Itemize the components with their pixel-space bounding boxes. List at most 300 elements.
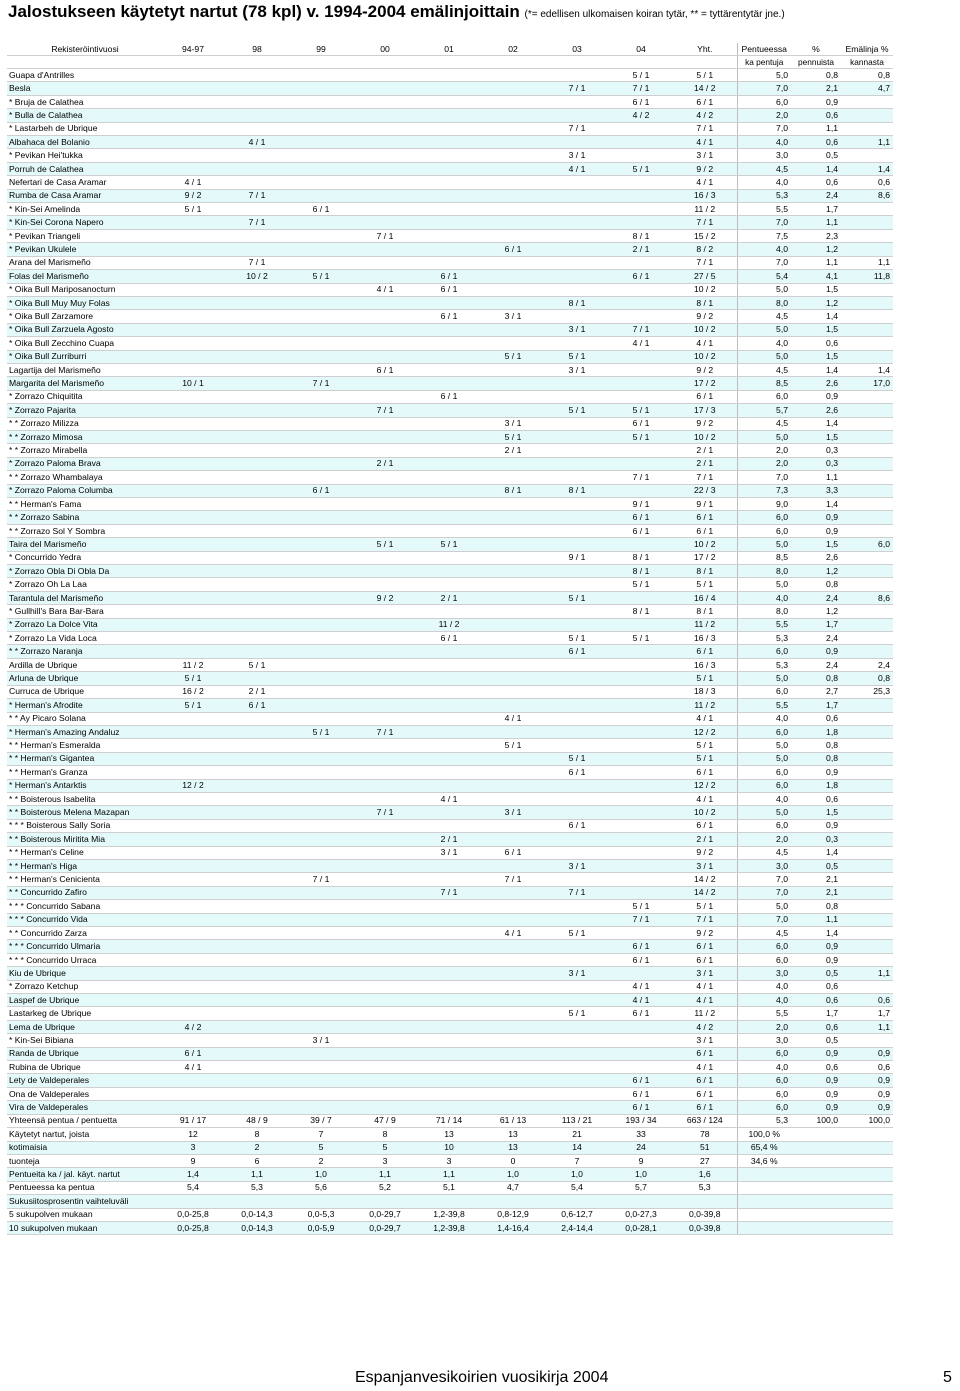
year-cell: [353, 927, 417, 940]
year-cell: 10 / 2: [673, 350, 737, 363]
dog-name: * Zorrazo La Dolce Vita: [7, 618, 161, 631]
year-cell: [417, 725, 481, 738]
pct-pups: 1,4: [791, 363, 841, 376]
line-pct: 1,1: [841, 967, 893, 980]
summary-blank: [841, 1154, 893, 1167]
summary-extra: [737, 1221, 791, 1234]
line-pct: [841, 243, 893, 256]
pct-pups: 0,5: [791, 149, 841, 162]
pct-pups: 0,8: [791, 69, 841, 82]
table-row: [7, 739, 893, 752]
year-cell: 17 / 2: [673, 551, 737, 564]
year-cell: 7 / 1: [609, 471, 673, 484]
avg-pups: 4,0: [737, 136, 791, 149]
summary-cell: 5,4: [545, 1181, 609, 1194]
pct-pups: 0,8: [791, 739, 841, 752]
avg-pups: 6,0: [737, 524, 791, 537]
pct-pups: 1,4: [791, 498, 841, 511]
year-cell: [225, 1074, 289, 1087]
year-cell: 5 / 1: [545, 632, 609, 645]
dog-name: Lema de Ubrique: [7, 1020, 161, 1033]
summary-label: kotimaisia: [7, 1141, 161, 1154]
pct-pups: 1,4: [791, 846, 841, 859]
year-cell: [545, 216, 609, 229]
year-cell: [417, 82, 481, 95]
year-cell: [225, 390, 289, 403]
pct-pups: 1,8: [791, 725, 841, 738]
year-cell: [161, 752, 225, 765]
year-cell: [161, 457, 225, 470]
summary-cell: 7: [545, 1154, 609, 1167]
pct-pups: 0,5: [791, 859, 841, 872]
pct-pups: 0,9: [791, 766, 841, 779]
pct-pups: 1,7: [791, 699, 841, 712]
avg-pups: 5,0: [737, 350, 791, 363]
year-cell: [417, 927, 481, 940]
year-cell: [545, 203, 609, 216]
total-cell: 48 / 9: [225, 1114, 289, 1127]
year-cell: [609, 390, 673, 403]
summary-cell: 1,4: [161, 1168, 225, 1181]
year-cell: 7 / 1: [673, 256, 737, 269]
year-cell: [481, 658, 545, 671]
table-row: [7, 766, 893, 779]
year-cell: [353, 980, 417, 993]
year-cell: [481, 685, 545, 698]
year-cell: [225, 498, 289, 511]
line-pct: [841, 833, 893, 846]
year-cell: [289, 149, 353, 162]
table-row: [7, 953, 893, 966]
avg-pups: 2,0: [737, 1020, 791, 1033]
year-cell: [225, 377, 289, 390]
year-cell: 3 / 1: [673, 1034, 737, 1047]
line-pct: [841, 511, 893, 524]
dog-name: Rubina de Ubrique: [7, 1061, 161, 1074]
year-cell: [417, 1061, 481, 1074]
year-cell: [161, 162, 225, 175]
year-cell: 5 / 1: [289, 725, 353, 738]
summary-cell: [417, 1195, 481, 1208]
year-cell: [225, 994, 289, 1007]
year-cell: [225, 846, 289, 859]
year-cell: [417, 162, 481, 175]
year-cell: [353, 310, 417, 323]
dog-name: * * Zorrazo Sol Y Sombra: [7, 524, 161, 537]
year-cell: [481, 229, 545, 242]
summary-blank: [791, 1195, 841, 1208]
line-pct: [841, 605, 893, 618]
line-pct: 0,6: [841, 1061, 893, 1074]
table-row: [7, 658, 893, 671]
year-cell: [353, 256, 417, 269]
summary-cell: [225, 1195, 289, 1208]
year-cell: [417, 377, 481, 390]
pct-pups: 1,5: [791, 806, 841, 819]
summary-cell: [673, 1195, 737, 1208]
year-cell: [545, 712, 609, 725]
header-pct: %: [791, 43, 841, 56]
year-cell: [481, 337, 545, 350]
year-cell: [289, 1087, 353, 1100]
table-row: [7, 1074, 893, 1087]
year-cell: [545, 565, 609, 578]
year-cell: [481, 766, 545, 779]
year-cell: [481, 457, 545, 470]
year-cell: 5 / 1: [609, 578, 673, 591]
dog-name: * * Herman's Higa: [7, 859, 161, 872]
pct-pups: 2,1: [791, 886, 841, 899]
summary-cell: 0,0-27,3: [609, 1208, 673, 1221]
header-year: 02: [481, 43, 545, 56]
avg-pups: 4,5: [737, 846, 791, 859]
summary-label: Pentueita ka / jal. käyt. nartut: [7, 1168, 161, 1181]
table-row: [7, 430, 893, 443]
year-cell: [225, 109, 289, 122]
table-row: [7, 270, 893, 283]
header-blank: [481, 56, 545, 69]
year-cell: [481, 162, 545, 175]
avg-pups: 8,0: [737, 605, 791, 618]
year-cell: 9 / 2: [673, 162, 737, 175]
pct-pups: 0,5: [791, 967, 841, 980]
year-cell: [609, 873, 673, 886]
year-cell: 10 / 2: [225, 270, 289, 283]
year-cell: [545, 658, 609, 671]
header-blank: [7, 56, 161, 69]
dog-name: Kiu de Ubrique: [7, 967, 161, 980]
avg-pups: 3,0: [737, 967, 791, 980]
year-cell: 5 / 1: [481, 350, 545, 363]
year-cell: [481, 940, 545, 953]
year-cell: 9 / 1: [545, 551, 609, 564]
table-row: [7, 752, 893, 765]
year-cell: [481, 176, 545, 189]
year-cell: [353, 69, 417, 82]
line-pct: [841, 565, 893, 578]
year-cell: [289, 819, 353, 832]
dog-name: Taira del Marismeño: [7, 538, 161, 551]
year-cell: [353, 605, 417, 618]
dog-name: * * Herman's Fama: [7, 498, 161, 511]
year-cell: [481, 511, 545, 524]
year-cell: [225, 1101, 289, 1114]
line-pct: [841, 766, 893, 779]
summary-cell: 0,0-29,7: [353, 1208, 417, 1221]
year-cell: [289, 122, 353, 135]
year-cell: [417, 484, 481, 497]
year-cell: [481, 886, 545, 899]
year-cell: 6 / 1: [609, 1007, 673, 1020]
year-cell: [609, 1020, 673, 1033]
year-cell: 6 / 1: [673, 524, 737, 537]
year-cell: [417, 189, 481, 202]
table-row: [7, 149, 893, 162]
avg-pups: 4,0: [737, 337, 791, 350]
year-cell: [353, 1020, 417, 1033]
year-cell: [289, 645, 353, 658]
total-cell: 71 / 14: [417, 1114, 481, 1127]
pct-pups: 1,7: [791, 203, 841, 216]
year-cell: 4 / 1: [673, 1061, 737, 1074]
avg-pups: 6,0: [737, 511, 791, 524]
year-cell: [225, 1034, 289, 1047]
year-cell: 4 / 1: [673, 176, 737, 189]
pct-pups: 1,1: [791, 216, 841, 229]
year-cell: [481, 524, 545, 537]
summary-cell: 3: [353, 1154, 417, 1167]
summary-extra: 100,0 %: [737, 1128, 791, 1141]
summary-cell: 13: [481, 1141, 545, 1154]
summary-cell: 5,6: [289, 1181, 353, 1194]
year-cell: [225, 82, 289, 95]
year-cell: 2 / 1: [481, 444, 545, 457]
year-cell: [161, 712, 225, 725]
header-year: Yht.: [673, 43, 737, 56]
year-cell: [225, 310, 289, 323]
year-cell: [225, 471, 289, 484]
summary-cell: 8: [225, 1128, 289, 1141]
year-cell: [545, 792, 609, 805]
line-pct: [841, 725, 893, 738]
year-cell: [225, 591, 289, 604]
pct-pups: 1,1: [791, 122, 841, 135]
year-cell: [481, 323, 545, 336]
year-cell: 2 / 1: [417, 833, 481, 846]
year-cell: [225, 203, 289, 216]
table-row: [7, 216, 893, 229]
year-cell: [481, 1034, 545, 1047]
summary-blank: [791, 1168, 841, 1181]
summary-cell: 1,1: [353, 1168, 417, 1181]
year-cell: 10 / 1: [161, 377, 225, 390]
year-cell: [161, 591, 225, 604]
year-cell: [417, 430, 481, 443]
pct-pups: 2,1: [791, 873, 841, 886]
avg-pups: 6,0: [737, 953, 791, 966]
year-cell: [353, 1034, 417, 1047]
summary-blank: [791, 1181, 841, 1194]
year-cell: 16 / 2: [161, 685, 225, 698]
year-cell: 7 / 1: [353, 725, 417, 738]
table-row: [7, 1087, 893, 1100]
year-cell: [417, 672, 481, 685]
year-cell: [289, 712, 353, 725]
year-cell: [417, 578, 481, 591]
year-cell: [289, 806, 353, 819]
year-cell: 4 / 1: [609, 994, 673, 1007]
table-row: [7, 203, 893, 216]
year-cell: 8 / 1: [673, 605, 737, 618]
year-cell: [289, 618, 353, 631]
table-row: [7, 283, 893, 296]
year-cell: [609, 203, 673, 216]
line-pct: [841, 779, 893, 792]
year-cell: [353, 203, 417, 216]
header-pennuista: pennuista: [791, 56, 841, 69]
year-cell: [225, 739, 289, 752]
year-cell: [225, 859, 289, 872]
avg-pups: 4,0: [737, 994, 791, 1007]
line-pct: [841, 752, 893, 765]
year-cell: [225, 632, 289, 645]
avg-pups: 7,0: [737, 873, 791, 886]
year-cell: 6 / 1: [545, 766, 609, 779]
avg-pups: 6,0: [737, 940, 791, 953]
pct-pups: 1,4: [791, 162, 841, 175]
year-cell: [417, 323, 481, 336]
year-cell: [417, 685, 481, 698]
avg-pups: 5,0: [737, 538, 791, 551]
summary-cell: 78: [673, 1128, 737, 1141]
year-cell: [545, 913, 609, 926]
year-cell: [609, 886, 673, 899]
year-cell: 11 / 2: [161, 658, 225, 671]
year-cell: [289, 538, 353, 551]
total-cell: 193 / 34: [609, 1114, 673, 1127]
line-pct: [841, 216, 893, 229]
line-pct: 1,1: [841, 136, 893, 149]
avg-pups: 6,0: [737, 95, 791, 108]
dog-name: * Oika Bull Zarzamore: [7, 310, 161, 323]
header-blank: [289, 56, 353, 69]
pct-pups: 0,9: [791, 953, 841, 966]
year-cell: [289, 685, 353, 698]
dog-name: * * Zorrazo Milizza: [7, 417, 161, 430]
total-em: 100,0: [841, 1114, 893, 1127]
header-blank: [417, 56, 481, 69]
year-cell: [545, 578, 609, 591]
avg-pups: 5,7: [737, 404, 791, 417]
dog-name: Lety de Valdeperales: [7, 1074, 161, 1087]
year-cell: [417, 699, 481, 712]
year-cell: [225, 618, 289, 631]
avg-pups: 5,0: [737, 806, 791, 819]
table-row: [7, 1061, 893, 1074]
year-cell: 6 / 1: [673, 766, 737, 779]
pct-pups: 2,6: [791, 404, 841, 417]
table-row: [7, 457, 893, 470]
header-year: 94-97: [161, 43, 225, 56]
summary-row: [7, 1128, 893, 1141]
year-cell: [225, 524, 289, 537]
summary-cell: 8: [353, 1128, 417, 1141]
year-cell: [545, 417, 609, 430]
year-cell: [481, 296, 545, 309]
summary-blank: [791, 1154, 841, 1167]
year-cell: 8 / 1: [609, 551, 673, 564]
avg-pups: 3,0: [737, 1034, 791, 1047]
dog-name: Arluna de Ubrique: [7, 672, 161, 685]
year-cell: [609, 296, 673, 309]
line-pct: [841, 471, 893, 484]
year-cell: [545, 672, 609, 685]
line-pct: [841, 229, 893, 242]
year-cell: [225, 927, 289, 940]
year-cell: [417, 457, 481, 470]
summary-blank: [841, 1141, 893, 1154]
line-pct: [841, 980, 893, 993]
year-cell: [417, 203, 481, 216]
year-cell: [289, 498, 353, 511]
summary-row: [7, 1141, 893, 1154]
year-cell: [353, 377, 417, 390]
year-cell: [609, 1034, 673, 1047]
year-cell: 10 / 2: [673, 538, 737, 551]
year-cell: [545, 806, 609, 819]
year-cell: [609, 176, 673, 189]
table-row: [7, 390, 893, 403]
year-cell: [545, 283, 609, 296]
year-cell: [225, 350, 289, 363]
year-cell: [481, 270, 545, 283]
year-cell: [417, 739, 481, 752]
year-cell: 3 / 1: [545, 149, 609, 162]
line-pct: [841, 122, 893, 135]
summary-cell: 6: [225, 1154, 289, 1167]
year-cell: [225, 1087, 289, 1100]
year-cell: 5 / 1: [481, 430, 545, 443]
year-cell: [289, 511, 353, 524]
year-cell: [289, 82, 353, 95]
avg-pups: 6,0: [737, 1087, 791, 1100]
year-cell: [225, 363, 289, 376]
line-pct: 1,7: [841, 1007, 893, 1020]
dog-name: * Zorrazo Ketchup: [7, 980, 161, 993]
year-cell: [161, 109, 225, 122]
year-cell: [353, 471, 417, 484]
avg-pups: 6,0: [737, 390, 791, 403]
year-cell: [545, 1074, 609, 1087]
year-cell: 5 / 1: [609, 430, 673, 443]
year-cell: [609, 484, 673, 497]
year-cell: [353, 766, 417, 779]
year-cell: [609, 927, 673, 940]
year-cell: [161, 229, 225, 242]
pct-pups: 0,8: [791, 578, 841, 591]
year-cell: [609, 752, 673, 765]
dog-name: * Herman's Amazing Andaluz: [7, 725, 161, 738]
table-row: [7, 967, 893, 980]
year-cell: 7 / 1: [353, 404, 417, 417]
dog-name: * Pevikan Ukulele: [7, 243, 161, 256]
year-cell: [161, 216, 225, 229]
line-pct: 0,9: [841, 1087, 893, 1100]
year-cell: 7 / 1: [673, 913, 737, 926]
year-cell: [417, 1007, 481, 1020]
year-cell: [353, 712, 417, 725]
dog-name: * Bruja de Calathea: [7, 95, 161, 108]
year-cell: 7 / 1: [673, 216, 737, 229]
dog-name: Ona de Valdeperales: [7, 1087, 161, 1100]
year-cell: [289, 779, 353, 792]
header-blank: [353, 56, 417, 69]
pct-pups: 0,6: [791, 1020, 841, 1033]
year-cell: [609, 216, 673, 229]
year-cell: [481, 913, 545, 926]
year-cell: [353, 739, 417, 752]
year-cell: 4 / 2: [609, 109, 673, 122]
summary-cell: 0,0-39,8: [673, 1208, 737, 1221]
summary-blank: [841, 1208, 893, 1221]
header-emalinja: Emälinja %: [841, 43, 893, 56]
year-cell: [609, 310, 673, 323]
total-cell: 663 / 124: [673, 1114, 737, 1127]
line-pct: [841, 551, 893, 564]
year-cell: [609, 806, 673, 819]
dog-name: Ardilla de Ubrique: [7, 658, 161, 671]
year-cell: [161, 806, 225, 819]
